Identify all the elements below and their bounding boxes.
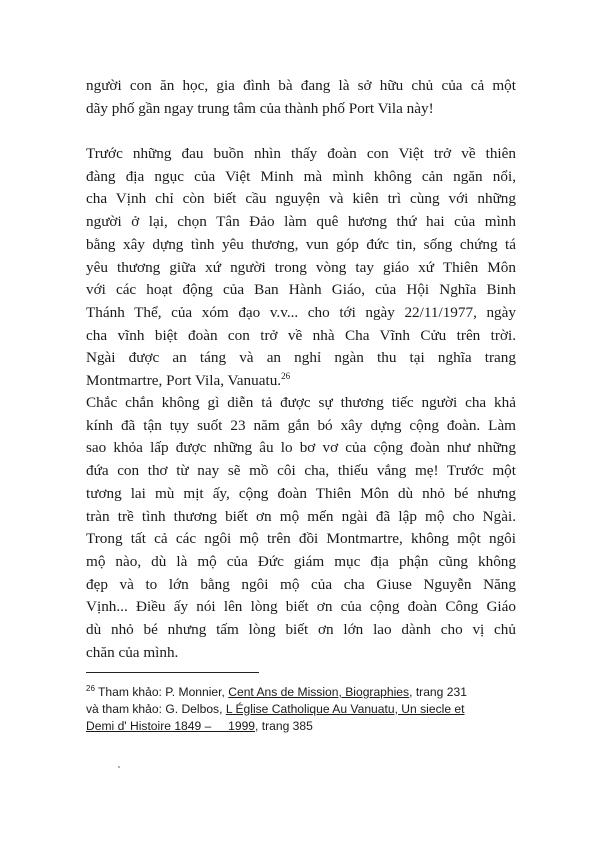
- footnote-divider: [86, 672, 259, 673]
- text-line: người con ăn học, gia đình bà đang là sở hữu chủ của cả một: [86, 77, 516, 94]
- text-line: Trong tất cả các ngôi mộ trên đồi Montmartre, không một ngôi: [86, 530, 516, 548]
- text-line: cha Vịnh chỉ còn biết cầu nguyện và kiên trì cùng với những: [86, 190, 516, 208]
- footnote-number: 26: [86, 683, 95, 693]
- text-line: đàng địa ngục của Việt Minh mà mình không cản ngăn nổi,: [86, 167, 516, 185]
- footnote-text: Tham khảo: P. Monnier,: [94, 685, 229, 699]
- footnote-source-title: L Église Catholique Au Vanuatu, Un siecle et: [225, 701, 465, 716]
- text-line: dù nhỏ bé nhưng tấm lòng biết ơn lớn lao dành cho vị chủ: [86, 621, 516, 639]
- text-line: Chắc chắn không gì diễn tả được sự thương tiếc người cha khả: [86, 394, 516, 411]
- footnote-source-title: Cent Ans de Mission, Biographies: [228, 685, 410, 699]
- footnote-line: [86, 684, 526, 701]
- footnote-text: và tham khảo: G. Delbos,: [86, 701, 226, 716]
- text-line: tương lai mù mịt ấy, cộng đoàn Thiên Môn dù nhỏ bé nhưng: [86, 484, 516, 502]
- footnote-text: , trang 385: [255, 718, 313, 733]
- text-line: dãy phố gần ngay trung tâm của thành phố Port Vila này!: [86, 99, 434, 117]
- text-line-content: Montmartre, Port Vila, Vanuatu.: [86, 372, 282, 390]
- paragraph-2: [86, 143, 516, 393]
- text-line: đứa con thơ từ nay sẽ mồ côi cha, thiếu vắng mẹ! Trước một: [86, 462, 516, 480]
- text-line: tràn trề tình thương biết ơn mộ mến ngài đã lập mộ cho Ngài.: [86, 507, 516, 525]
- paragraph-3: [86, 392, 516, 664]
- text-line: sao khỏa lấp được những âu lo bơ vơ của cộng đoàn như những: [86, 439, 516, 457]
- text-line: kính đã tận tụy suốt 23 năm gắn bó xây dựng cộng đoàn. Làm: [86, 416, 516, 434]
- footnote-text: , trang 231: [409, 685, 467, 699]
- text-line: với các hoạt động của Ban Hành Giáo, của Hội Nghĩa Binh: [86, 281, 516, 299]
- footnote: [86, 684, 526, 734]
- text-line: Vịnh... Điều ấy nói lên lòng biết ơn của cộng đoàn Công Giáo: [86, 598, 516, 616]
- text-line: Trước những đau buồn nhìn thấy đoàn con Việt trở về thiên: [86, 145, 516, 162]
- text-line: Ngài được an táng và an nghỉ ngàn thu tại nghĩa trang: [86, 349, 516, 367]
- text-line: mộ nào, dù là mộ của Đức giám mục địa phận cũng không: [86, 552, 516, 570]
- footnote-line: [86, 701, 526, 718]
- text-line: cha vĩnh biệt đoàn con trở về nhà Cha Vĩnh Cửu trên trời.: [86, 326, 516, 344]
- text-line: chăn của mình.: [86, 643, 179, 661]
- text-line: [86, 370, 516, 393]
- text-line: yêu thương giữa xứ người trong vòng tay giáo xứ Thiên Môn: [86, 258, 516, 276]
- scan-speck: [118, 766, 120, 768]
- text-line: người ở lại, chọn Tân Đảo làm quê hương thứ hai của mình: [86, 213, 516, 231]
- text-line: đẹp và to lớn bằng ngôi mộ của cha Giuse Nguyễn Năng: [86, 575, 516, 593]
- footnote-source-title: Demi d' Histoire 1849 – 1999: [86, 718, 256, 733]
- text-line: Thánh Thể, của xóm đạo v.v... cho tới ngày 22/11/1977, ngày: [86, 303, 516, 321]
- text-line: bằng xây dựng tình yêu thương, vun góp đức tin, sống chứng tá: [86, 235, 516, 253]
- footnote-reference[interactable]: 26: [281, 370, 291, 381]
- paragraph-1: [86, 75, 516, 120]
- footnote-line: [86, 718, 526, 735]
